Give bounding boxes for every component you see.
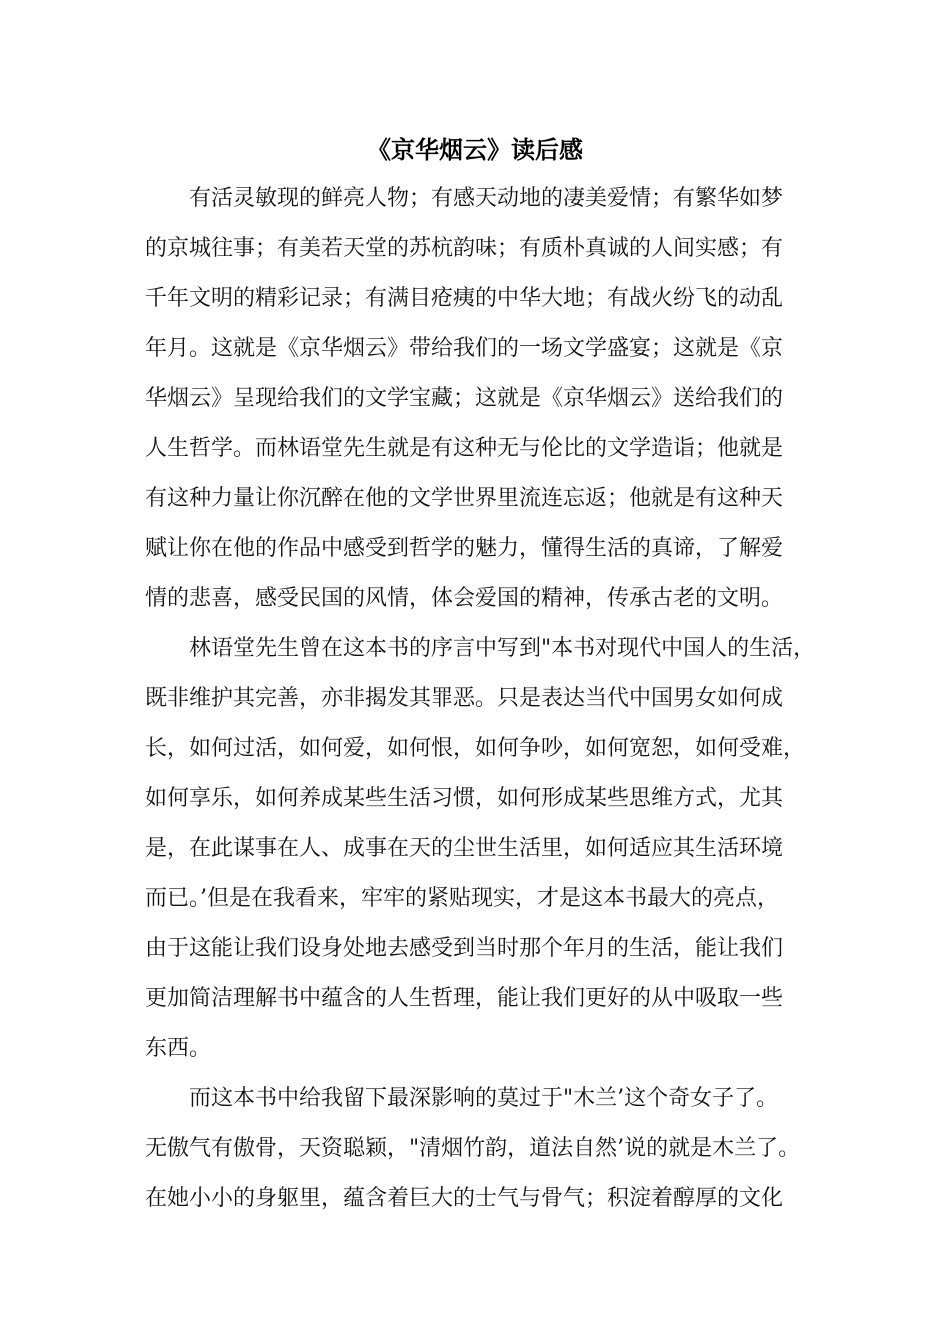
- paragraph-2-line-4: 如何享乐，如何养成某些生活习惯，如何形成某些思维方式，尤其: [145, 786, 784, 811]
- paragraph-2-line-7: 由于这能让我们设身处地去感受到当时那个年月的生活，能让我们: [145, 936, 784, 961]
- paragraph-2-line-6: 而已。’但是在我看来，牢牢的紧贴现实，才是这本书最大的亮点，: [145, 886, 779, 911]
- paragraph-1-line-3: 千年文明的精彩记录；有满目疮痍的中华大地；有战火纷飞的动乱: [145, 286, 784, 311]
- paragraph-2-line-3: 长，如何过活，如何爱，如何恨，如何争吵，如何宽恕，如何受难，: [145, 736, 806, 761]
- paragraph-2-line-5: 是，在此谋事在人、成事在天的尘世生活里，如何适应其生活环境: [145, 836, 784, 861]
- paragraph-3-line-1: 而这本书中给我留下最深影响的莫过于"木兰’这个奇女子了。: [189, 1086, 779, 1111]
- page-title: 《京华烟云》读后感: [367, 136, 583, 164]
- paragraph-2-line-9: 东西。: [145, 1036, 212, 1061]
- paragraph-3-line-2: 无傲气有傲骨，天资聪颖，"清烟竹韵，道法自然’说的就是木兰了。: [145, 1136, 801, 1161]
- paragraph-2-line-2: 既非维护其完善，亦非揭发其罪恶。只是表达当代中国男女如何成: [145, 686, 784, 711]
- paragraph-1-line-5: 华烟云》呈现给我们的文学宝藏；这就是《京华烟云》送给我们的: [145, 386, 784, 411]
- paragraph-1-line-2: 的京城往事；有美若天堂的苏杭韵味；有质朴真诚的人间实感；有: [145, 236, 784, 261]
- paragraph-1-line-1: 有活灵敏现的鲜亮人物；有感天动地的凄美爱情；有繁华如梦: [189, 186, 784, 211]
- paragraph-2-line-8: 更加简洁理解书中蕴含的人生哲理，能让我们更好的从中吸取一些: [145, 986, 784, 1011]
- paragraph-2-line-1: 林语堂先生曾在这本书的序言中写到"本书对现代中国人的生活，: [189, 636, 816, 661]
- paragraph-1-line-8: 赋让你在他的作品中感受到哲学的魅力，懂得生活的真谛，了解爱: [145, 536, 784, 561]
- paragraph-1-line-7: 有这种力量让你沉醉在他的文学世界里流连忘返；他就是有这种天: [145, 486, 784, 511]
- paragraph-1-line-6: 人生哲学。而林语堂先生就是有这种无与伦比的文学造诣；他就是: [145, 436, 784, 461]
- paragraph-1-line-4: 年月。这就是《京华烟云》带给我们的一场文学盛宴；这就是《京: [145, 336, 784, 361]
- paragraph-3-line-3: 在她小小的身躯里，蕴含着巨大的士气与骨气；积淀着醇厚的文化: [145, 1186, 784, 1211]
- paragraph-1-line-9: 情的悲喜，感受民国的风情，体会爱国的精神，传承古老的文明。: [145, 586, 784, 611]
